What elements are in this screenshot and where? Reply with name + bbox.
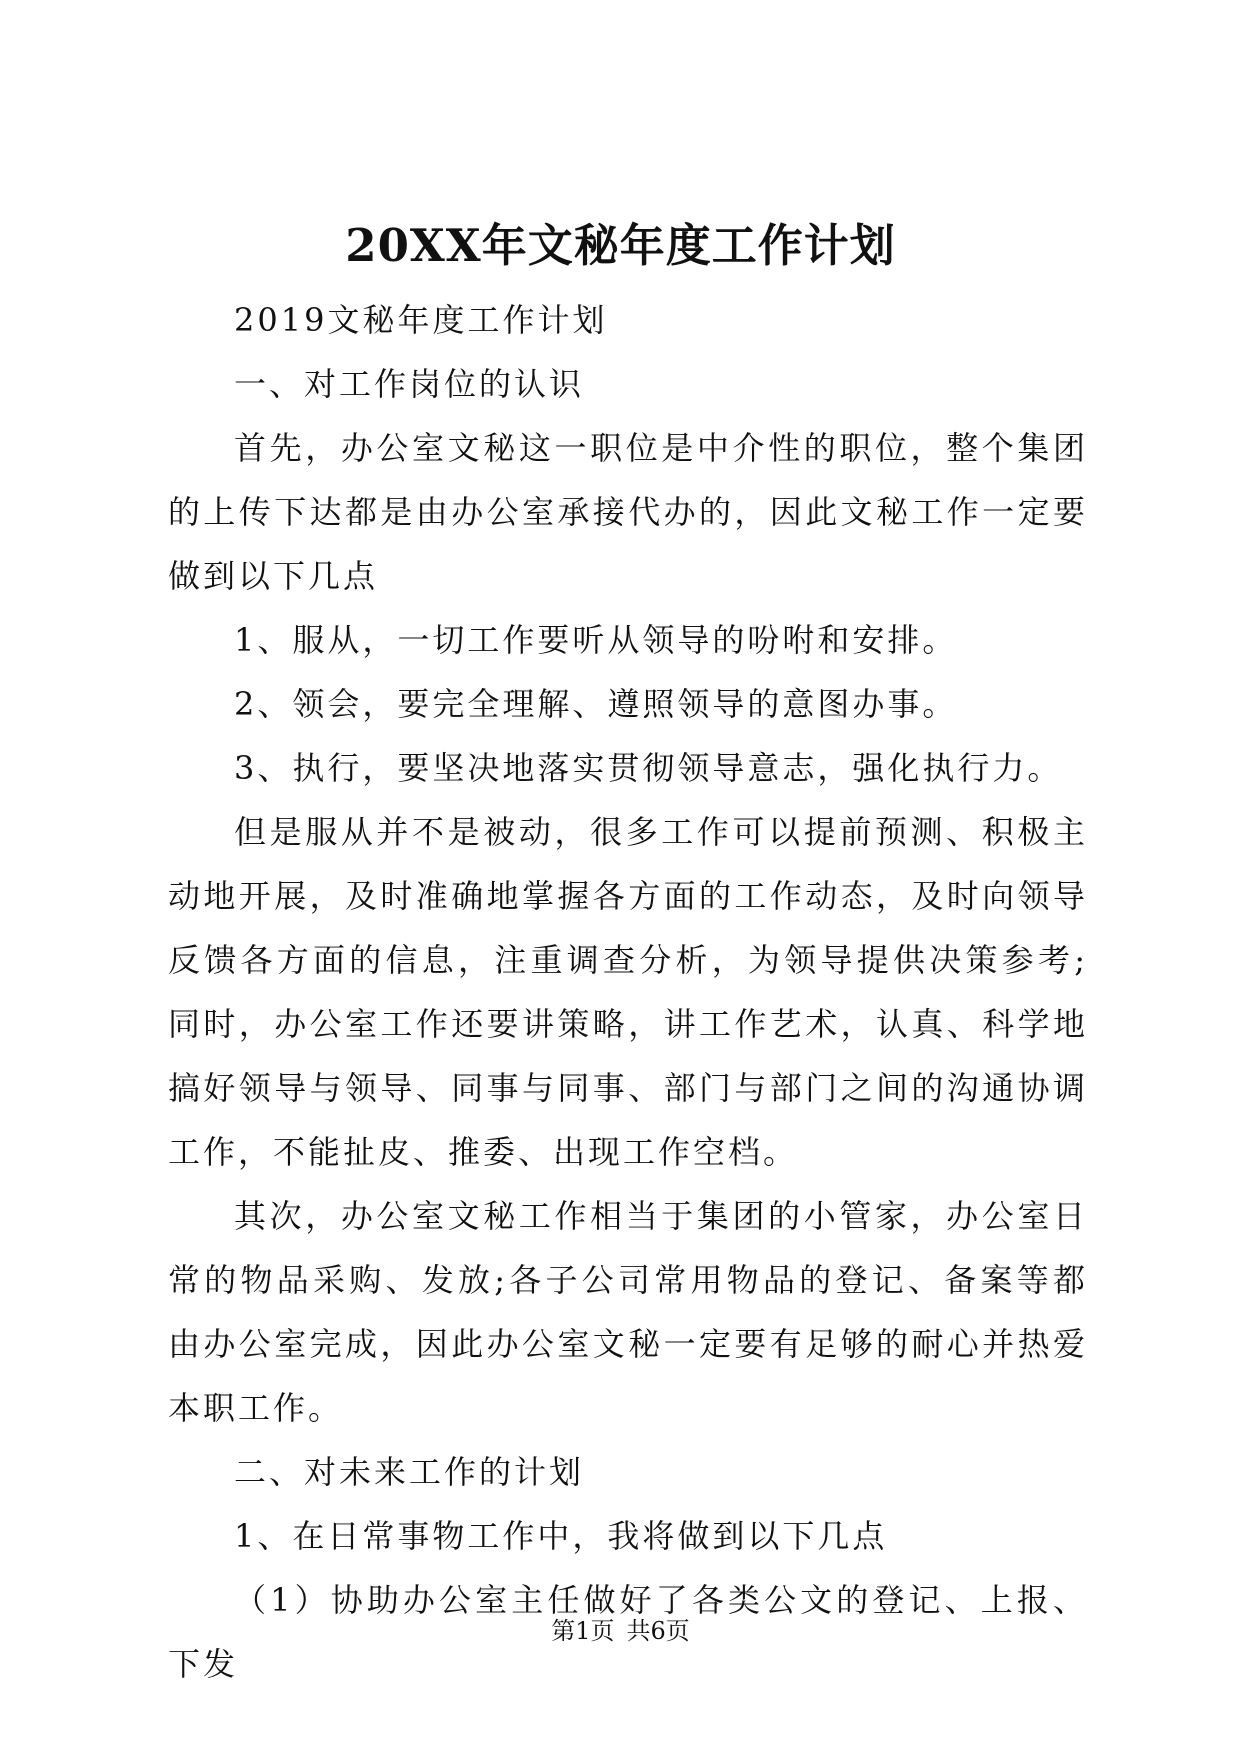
document-body: [168, 288, 1088, 1696]
document-title: 20XX年文秘年度工作计划: [345, 219, 896, 272]
page-footer: [0, 1616, 1241, 1646]
paragraph-list-item: 3、执行，要坚决地落实贯彻领导意志，强化执行力。: [234, 749, 1063, 787]
paragraph-section-heading-2: 二、对未来工作的计划: [234, 1453, 585, 1491]
paragraph: 其次，办公室文秘工作相当于集团的小管家，办公室日常的物品采购、发放;各子公司常用物品的登记、备案等都由办公室完成，因此办公室文秘一定要有足够的耐心并热爱本职工作。: [168, 1197, 1088, 1427]
page-number: 第1页: [551, 1617, 615, 1645]
page-total: 共6页: [626, 1617, 690, 1645]
paragraph-list-item: 1、服从，一切工作要听从领导的吩咐和安排。: [234, 621, 958, 659]
paragraph: 首先，办公室文秘这一职位是中介性的职位，整个集团的上传下达都是由办公室承接代办的，因此文秘工作一定要做到以下几点: [168, 429, 1088, 595]
paragraph-list-item: 1、在日常事物工作中，我将做到以下几点: [234, 1517, 888, 1555]
paragraph-sub-item: （1）协助办公室主任做好了各类公文的登记、上报、下发: [168, 1581, 1088, 1683]
paragraph: 但是服从并不是被动，很多工作可以提前预测、积极主动地开展，及时准确地掌握各方面的工作动态，及时向领导反馈各方面的信息，注重调查分析，为领导提供决策参考;同时，办公室工作还要讲策略，讲工作艺术，认真、科学地搞好领导与领导、同事与同事、部门与部门之间的沟通协调工作，不能扯皮、推委、出现工作空档。: [168, 813, 1088, 1171]
paragraph-section-heading-1: 一、对工作岗位的认识: [234, 365, 585, 403]
paragraph-subtitle: 2019文秘年度工作计划: [234, 301, 608, 339]
paragraph-list-item: 2、领会，要完全理解、遵照领导的意图办事。: [234, 685, 958, 723]
